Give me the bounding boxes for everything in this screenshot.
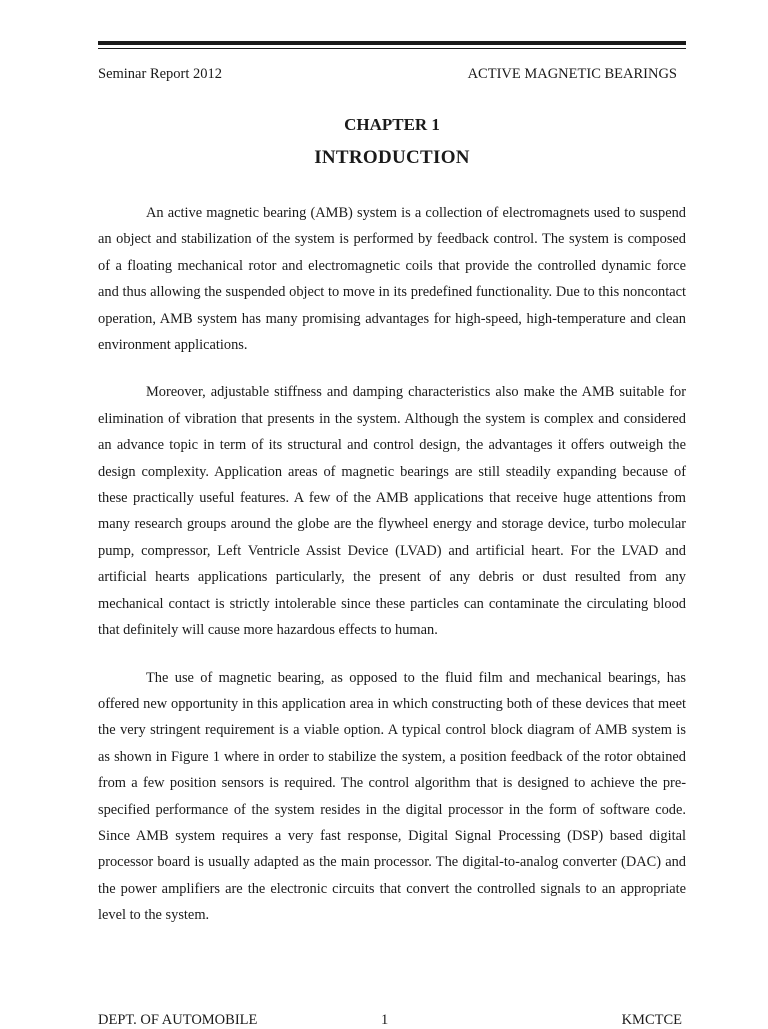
running-header-left: Seminar Report 2012 — [98, 66, 223, 82]
paragraph-1: An active magnetic bearing (AMB) system is a collection of electromagnets used to suspend an object and stabilization of the system is performed by feedback control. The system is composed of a floating mechanical rotor and electromagnetic coils that provide the controlled dynamic force and thus allowing the suspended object to move in its predefined functionality. Due to this noncontact operation, AMB system has many promising advantages for high-speed, high-temperature and clean environment applications. — [98, 205, 686, 354]
footer-college: KMCTCE — [621, 1012, 682, 1028]
paragraph-3: The use of magnetic bearing, as opposed to the fluid film and mechanical bearings, has offered new opportunity in this application area in which constructing both of these devices that meet the very stringent requirement is a viable option. A typical control block diagram of AMB system is as shown in Figure 1 where in order to stabilize the system, a position feedback of the rotor obtained from a few position sensors is required. The control algorithm that is designed to achieve the pre-specified performance of the system resides in the digital processor in the form of software code. Since AMB system requires a very fast response, Digital Signal Processing (DSP) based digital processor board is usually adapted as the main processor. The digital-to-analog converter (DAC) and the power amplifiers are the electronic circuits that convert the controlled signals to an appropriate level to the system. — [98, 669, 686, 924]
paragraph-2: Moreover, adjustable stiffness and damping characteristics also make the AMB suitable for elimination of vibration that presents in the system. Although the system is complex and considered an advance topic in term of its structural and control design, the advantages it offers outweigh the design complexity. Application areas of magnetic bearings are still steadily expanding because of these practically useful features. A few of the AMB applications that receive huge attentions from many research groups around the globe are the flywheel energy and storage device, turbo molecular pump, compressor, Left Ventricle Assist Device (LVAD) and artificial heart. For the LVAD and artificial hearts applications particularly, the present of any debris or dust resulted from any mechanical contact is strictly intolerable since these particles can contaminate the circulating blood that definitely will cause more hazardous effects to human. — [98, 384, 686, 639]
footer-page-number: 1 — [381, 1012, 389, 1028]
header-rule-thin — [98, 48, 686, 49]
chapter-title: INTRODUCTION — [314, 147, 470, 168]
body-text — [98, 200, 686, 950]
header-rule-thick — [98, 41, 686, 45]
footer-department: DEPT. OF AUTOMOBILE — [98, 1012, 258, 1028]
running-header-right: ACTIVE MAGNETIC BEARINGS — [467, 66, 677, 82]
chapter-label: CHAPTER 1 — [344, 115, 440, 134]
